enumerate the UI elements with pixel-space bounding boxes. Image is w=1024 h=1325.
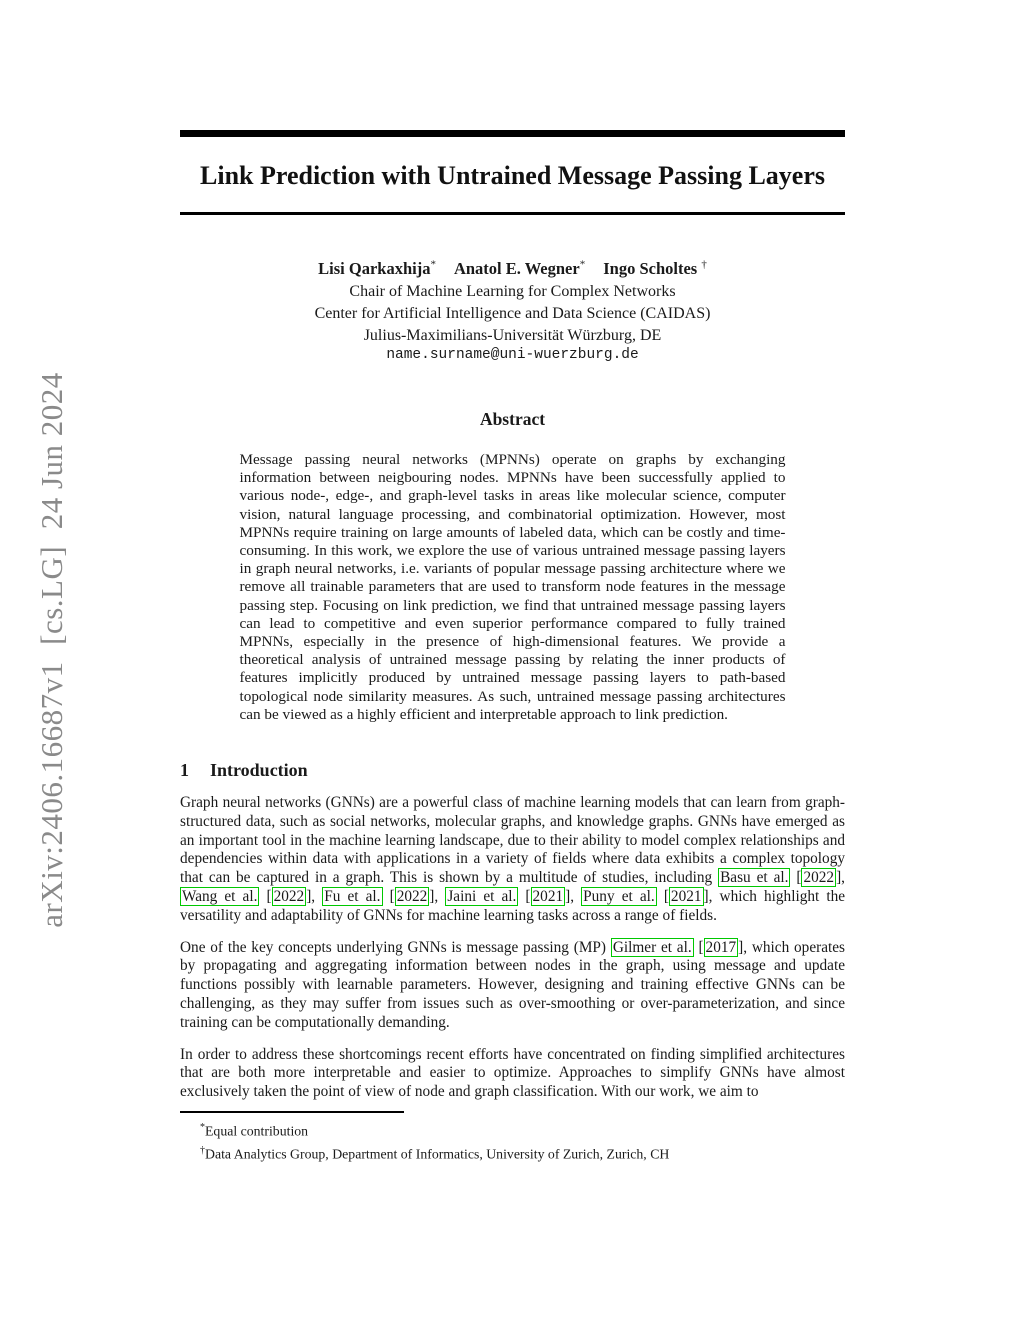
section-heading-introduction	[180, 760, 845, 781]
paragraph-text: In order to address these shortcomings recent efforts have concentrated on finding simplified architectures that are both more interpretable and easier to optimize. Approaches to simplify GNNs have almost exclusively taken the point of view of node and graph classification. With our work, we aim to	[180, 1045, 845, 1101]
footnote-rule	[180, 1111, 404, 1113]
paper-content-column	[180, 0, 845, 1164]
paragraph-text: ],	[306, 888, 323, 906]
author-footnote-mark: *	[579, 258, 586, 271]
footnote-affiliation: †Data Analytics Group, Department of Informatics, University of Zurich, Zurich, CH	[200, 1144, 670, 1162]
author-name: Ingo Scholtes †	[603, 258, 707, 278]
citation-link[interactable]: Fu et al.	[324, 888, 381, 906]
section-title: Introduction	[210, 760, 308, 781]
paragraph-text: One of the key concepts underlying GNNs is message passing (MP)	[180, 938, 611, 956]
citation-link[interactable]: Basu et al.	[720, 869, 789, 887]
paragraph-text: [	[382, 888, 395, 906]
paragraph-text: [	[790, 869, 802, 887]
paragraph-text: ],	[429, 888, 446, 906]
abstract-heading: Abstract	[479, 409, 546, 429]
author-name: Anatol E. Wegner*	[453, 258, 586, 278]
affiliation-line: Chair of Machine Learning for Complex Networks	[349, 283, 676, 300]
citation-link[interactable]: Wang et al.	[182, 888, 258, 906]
paragraph-text: Graph neural networks (GNNs) are a powerful class of machine learning models that can learn from graph-structured data, such as social networks, molecular graphs, and knowledge graphs. GNNs have emerged as an important tool in the machine learning landscape, due to their ability to model complex relationships and dependencies within data with applications in a variety of fields where data exhibits a complex topology that can be captured in a graph. This is shown by a multitude of studies, including	[180, 794, 845, 887]
intro-paragraph-3	[180, 1046, 845, 1102]
intro-paragraph-1	[180, 794, 845, 926]
citation-link[interactable]: Puny et al.	[583, 888, 655, 906]
paragraph-text: [	[656, 888, 669, 906]
citation-link[interactable]: 2022	[803, 869, 835, 887]
section-number: 1	[180, 760, 189, 781]
arxiv-watermark: arXiv:2406.16687v1 [cs.LG] 24 Jun 2024	[34, 372, 69, 928]
paragraph-text: ],	[565, 888, 582, 906]
paragraph-text: [	[693, 938, 704, 956]
citation-link[interactable]: Gilmer et al.	[612, 938, 692, 956]
author-footnote-mark: *	[430, 258, 436, 271]
author-footnote-mark: †	[701, 258, 707, 271]
author-block	[180, 259, 845, 280]
author-name: Lisi Qarkaxhija*	[318, 258, 436, 278]
paper-title: Link Prediction with Untrained Message Passing Layers	[200, 161, 825, 190]
citation-link[interactable]: 2021	[532, 888, 564, 906]
footnote-equal-contribution: *Equal contribution	[200, 1121, 309, 1139]
paragraph-text: ],	[836, 869, 845, 887]
paragraph-text: ], which operates by propagating and aggregating information between nodes in the graph, using message and update functions possibly with learnable parameters. However, designing and training effective GNNs can be challenging, as they may suffer from issues such as over-smoothing or over-parameterization, and since training can be computationally demanding.	[180, 938, 845, 1031]
paragraph-text: [	[518, 888, 531, 906]
affiliation-line: Center for Artificial Intelligence and Data Science (CAIDAS)	[314, 305, 711, 322]
title-rule-top	[180, 130, 845, 137]
title-rule-bottom	[180, 212, 845, 215]
citation-link[interactable]: 2021	[670, 888, 702, 906]
paragraph-text: [	[259, 888, 272, 906]
citation-link[interactable]: 2022	[273, 888, 305, 906]
abstract-text: Message passing neural networks (MPNNs) operate on graphs by exchanging information between neigbouring nodes. MPNNs have been successfully applied to various node-, edge-, and graph-level tasks in areas like molecular science, computer vision, natural language processing, and combinatorial optimization. However, most MPNNs require training on large amounts of labeled data, which can be costly and time-consuming. In this work, we explore the use of various untrained message passing layers in graph neural networks, i.e. variants of popular message passing architecture where we remove all trainable parameters that are used to transform node features in the message passing step. Focusing on link prediction, we find that untrained message passing layers can lead to competitive and even superior performance compared to fully trained MPNNs, especially in the presence of high-dimensional features. We provide a theoretical analysis of untrained message passing by relating the inner products of features implicitly produced by untrained message passing layers to path-based topological node similarity measures. As such, untrained message passing architectures can be viewed as a highly efficient and interpretable approach to link prediction.	[239, 451, 786, 723]
footnotes	[180, 1118, 845, 1164]
citation-link[interactable]: 2022	[396, 888, 428, 906]
citation-link[interactable]: 2017	[705, 938, 737, 956]
affiliation-line: Julius-Maximilians-Universität Würzburg, DE	[363, 327, 662, 344]
citation-link[interactable]: Jaini et al.	[447, 888, 517, 906]
intro-paragraph-2	[180, 939, 845, 1033]
email-address: name.surname@uni-wuerzburg.de	[386, 347, 639, 363]
paragraph-text: ], which highlight the versatility and adaptability of GNNs for machine learning tasks across a range of fields.	[180, 888, 846, 924]
